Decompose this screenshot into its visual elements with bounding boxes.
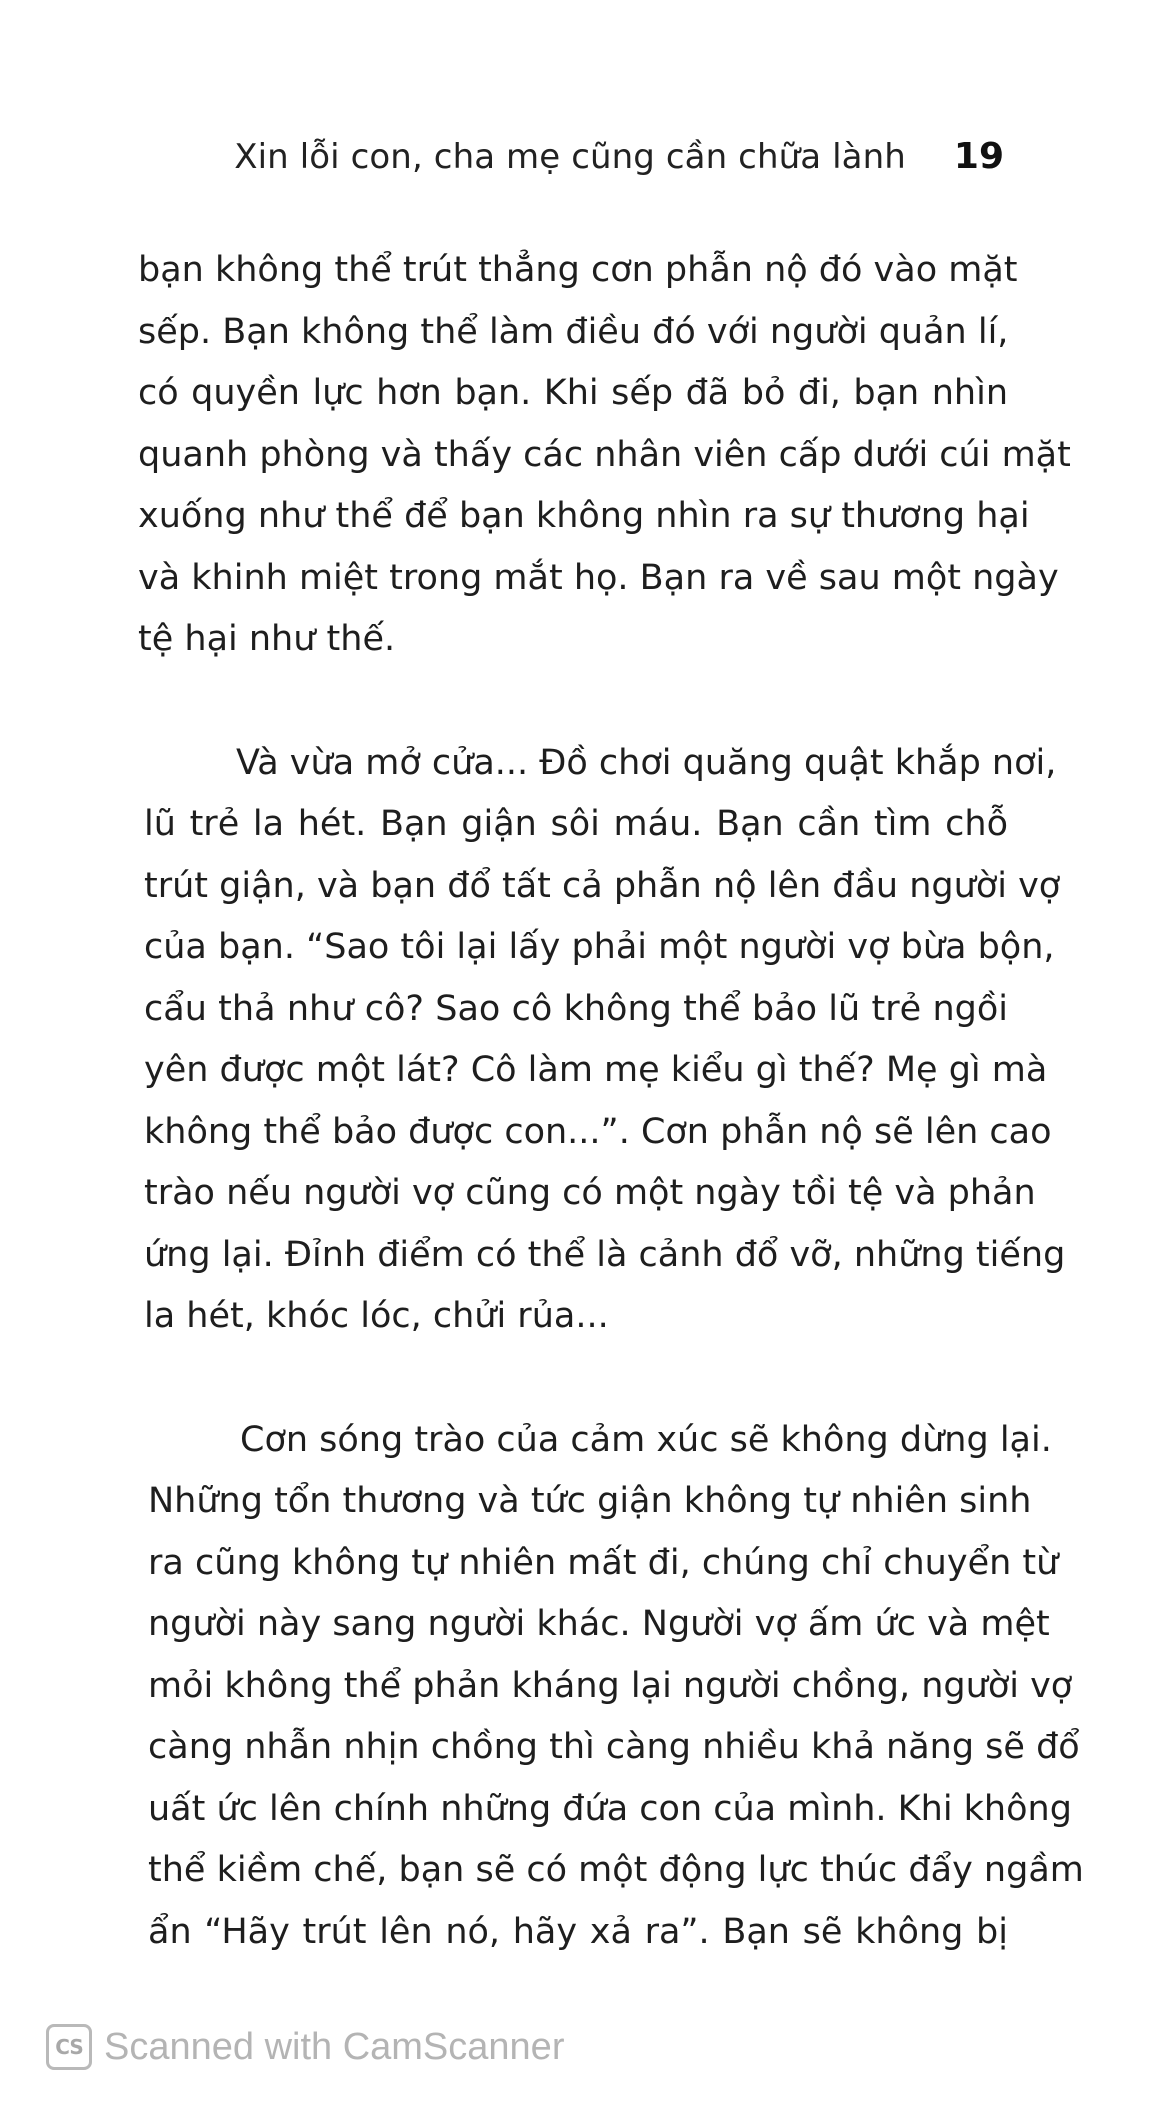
body-text <box>138 240 1084 1963</box>
text-line: ứng lại. Đỉnh điểm có thể là cảnh đổ vỡ, những tiếng <box>144 1234 1066 1275</box>
text-line: có quyền lực hơn bạn. Khi sếp đã bỏ đi, bạn nhìn <box>138 373 1008 413</box>
text-line: của bạn. “Sao tôi lại lấy phải một người vợ bừa bộn, <box>144 927 1055 967</box>
text-line: tệ hại như thế. <box>138 619 396 659</box>
text-line: trào nếu người vợ cũng có một ngày tồi tệ và phản <box>144 1173 1036 1213</box>
watermark-text: Scanned with CamScanner <box>104 2025 565 2068</box>
text-line: lũ trẻ la hét. Bạn giận sôi máu. Bạn cần tìm chỗ <box>144 804 1008 844</box>
text-line: xuống như thể để bạn không nhìn ra sự thương hại <box>138 496 1030 536</box>
text-line: yên được một lát? Cô làm mẹ kiểu gì thế? Mẹ gì mà <box>144 1050 1048 1090</box>
camscanner-watermark <box>46 2024 564 2070</box>
page-number: 19 <box>953 136 1004 177</box>
paragraph-3 <box>138 1410 1084 1964</box>
text-line: mỏi không thể phản kháng lại người chồng, người vợ <box>148 1665 1073 1706</box>
running-header <box>234 136 1004 177</box>
camscanner-logo-icon: CS <box>46 2024 92 2070</box>
paragraph-2 <box>138 733 1066 1348</box>
text-line: Những tổn thương và tức giận không tự nhiên sinh <box>148 1481 1032 1521</box>
text-line: và khinh miệt trong mắt họ. Bạn ra về sau một ngày <box>138 557 1059 598</box>
text-line: uất ức lên chính những đứa con của mình. Khi không <box>148 1788 1072 1829</box>
text-line: càng nhẫn nhịn chồng thì càng nhiều khả năng sẽ đổ <box>148 1727 1080 1767</box>
text-line: la hét, khóc lóc, chửi rủa... <box>144 1296 609 1336</box>
text-line: người này sang người khác. Người vợ ấm ức và mệt <box>148 1604 1050 1644</box>
text-line: trút giận, và bạn đổ tất cả phẫn nộ lên đầu người vợ <box>144 865 1061 906</box>
paragraph-1 <box>138 240 1071 671</box>
paragraph-gap <box>138 671 1008 733</box>
text-line: Và vừa mở cửa... Đồ chơi quăng quật khắp nơi, <box>236 742 1057 783</box>
text-line: sếp. Bạn không thể làm điều đó với người quản lí, <box>138 311 1009 352</box>
text-line: bạn không thể trút thẳng cơn phẫn nộ đó vào mặt <box>138 250 1018 290</box>
text-line: ẩn “Hãy trút lên nó, hãy xả ra”. Bạn sẽ không bị <box>148 1911 1008 1952</box>
text-line: không thể bảo được con...”. Cơn phẫn nộ sẽ lên cao <box>144 1111 1052 1152</box>
text-line: cẩu thả như cô? Sao cô không thể bảo lũ trẻ ngồi <box>144 988 1008 1029</box>
text-line: ra cũng không tự nhiên mất đi, chúng chỉ chuyển từ <box>148 1542 1059 1583</box>
paragraph-gap <box>138 1348 1008 1410</box>
text-line: thể kiềm chế, bạn sẽ có một động lực thúc đẩy ngầm <box>148 1850 1084 1890</box>
text-line: quanh phòng và thấy các nhân viên cấp dưới cúi mặt <box>138 434 1071 475</box>
text-line: Cơn sóng trào của cảm xúc sẽ không dừng lại. <box>240 1419 1052 1460</box>
chapter-title: Xin lỗi con, cha mẹ cũng cần chữa lành <box>234 137 906 177</box>
